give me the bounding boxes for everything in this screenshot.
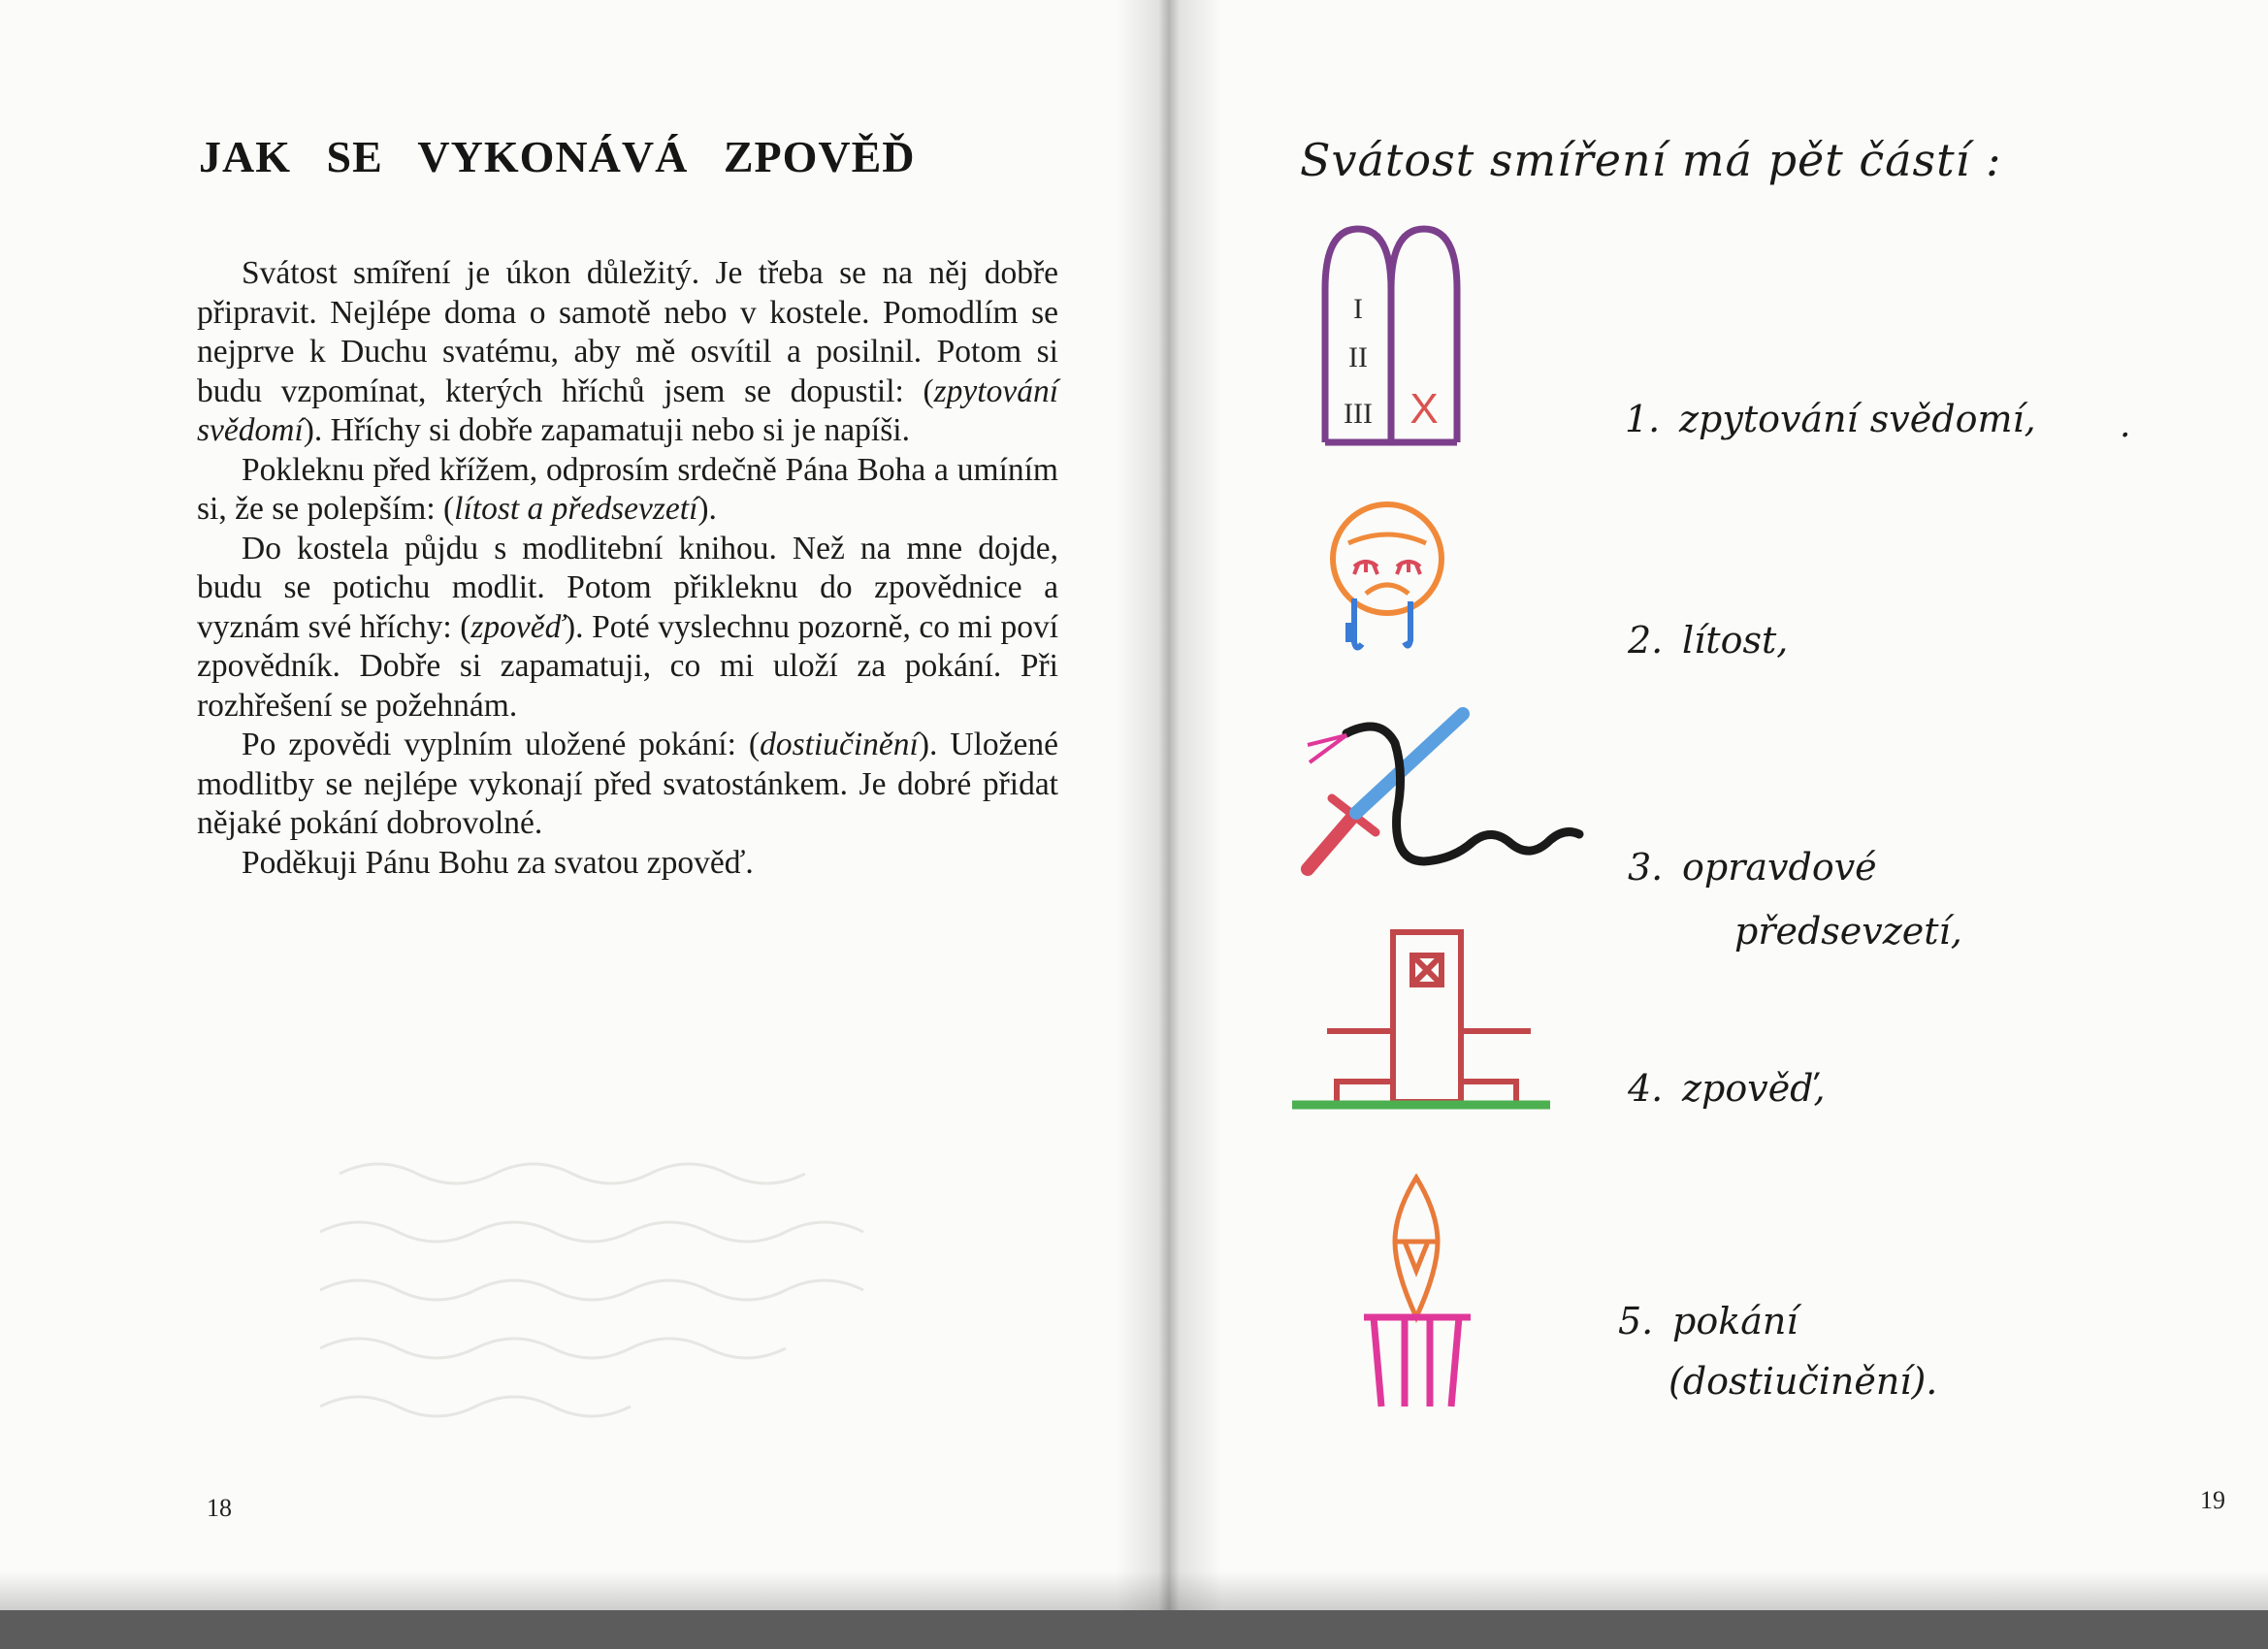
item-1-number: 1.: [1625, 398, 1661, 440]
stray-dot: .: [2120, 405, 2131, 445]
tablet-numeral-3: III: [1344, 398, 1373, 430]
item-2-number: 2.: [1628, 619, 1664, 662]
item-3-number: 3.: [1628, 846, 1664, 889]
item-4-number: 4.: [1628, 1067, 1664, 1110]
paragraph-1-emphasis: zpytování svědomí: [197, 372, 1058, 448]
item-3-text: opravdové: [1682, 846, 1877, 889]
sword-and-snake-icon: [1288, 706, 1608, 881]
list-item-5: [1618, 1300, 1798, 1342]
paragraph-2-text-c: ).: [697, 491, 717, 527]
list-item-1: [1625, 398, 2036, 440]
paragraph-1-text-a: Svátost smíření je úkon důležitý. Je třeba se na něj dobře připravit. Nejlépe doma o samotě nebo v kostele. Pomodlím se nejprve k Duchu svatému, aby mě osvítil a posilnil. Potom si budu vzpomínat, kterých hříchů jsem se dopustil: (: [197, 255, 1058, 409]
paragraph-4-text-a: Po zpovědi vyplním uložené pokání: (: [242, 727, 761, 762]
paragraph-1-text-c: ). Hříchy si dobře zapamatuji nebo si je napíši.: [303, 412, 910, 448]
altar-flame-icon: [1356, 1174, 1482, 1416]
list-item-3: [1628, 846, 1877, 889]
item-1-text: zpytování svědomí,: [1679, 398, 2036, 440]
commandment-tablets-icon: [1319, 221, 1465, 449]
item-4-text: zpověď,: [1682, 1067, 1826, 1110]
paragraph-2-emphasis: lítost a předsevzetí: [454, 491, 698, 527]
right-page: [1164, 0, 2268, 1610]
paragraph-1: [197, 254, 1058, 451]
item-2-text: lítost,: [1682, 619, 1789, 662]
paragraph-3-text-a: Do kostela půjdu s modlitební knihou. Než na mne dojde, budu se potichu modlit. Potom přikleknu do zpovědnice a vyznám své hříchy: (: [197, 530, 1058, 645]
paragraph-2-text-a: Pokleknu před křížem, odprosím srdečně Pána Boha a umíním si, že se polepším: (: [197, 451, 1058, 527]
list-item-2: [1628, 619, 1788, 662]
item-5-number: 5.: [1618, 1300, 1654, 1342]
list-item-3-line-2: předsevzetí,: [1734, 910, 1962, 953]
body-text: [197, 254, 1058, 883]
page-number-right: 19: [2200, 1486, 2225, 1514]
tablet-numeral-2: II: [1348, 341, 1368, 373]
paragraph-3-emphasis: zpověď: [470, 608, 566, 645]
list-item-4: [1628, 1067, 1826, 1110]
item-5-text: pokání: [1672, 1300, 1798, 1342]
paragraph-2: [197, 451, 1058, 530]
tablet-numeral-1: I: [1353, 293, 1363, 325]
list-item-5-line-2: (dostiučinění).: [1669, 1360, 1938, 1403]
page-title: JAK SE VYKONÁVÁ ZPOVĚĎ: [199, 132, 916, 181]
paragraph-3: [197, 530, 1058, 727]
paragraph-4-emphasis: dostiučinění: [760, 727, 919, 762]
paragraph-5: Poděkuji Pánu Bohu za svatou zpověď.: [242, 844, 754, 881]
paragraph-3-text-c: ). Poté vyslechnu pozorně, co mi poví zpovědník. Dobře si zapamatuji, co mi uloží za pokání. Při rozhřešení se požehnám.: [197, 608, 1059, 724]
page-number-left: 18: [207, 1494, 232, 1522]
tablet-numeral-10: X: [1409, 385, 1439, 433]
paragraph-4-text-c: ). Uložené modlitby se nejlépe vykonají před svatostánkem. Je dobré přidat nějaké pokání dobrovolné.: [197, 727, 1058, 841]
page-bottom-shadow: [0, 1571, 2268, 1610]
book-gutter-shadow: [1116, 0, 1222, 1610]
handwritten-heading: Svátost smíření má pět částí :: [1300, 134, 2002, 186]
crying-face-icon: [1327, 497, 1453, 671]
paragraph-4: [197, 726, 1058, 844]
confessional-icon: [1288, 926, 1579, 1116]
